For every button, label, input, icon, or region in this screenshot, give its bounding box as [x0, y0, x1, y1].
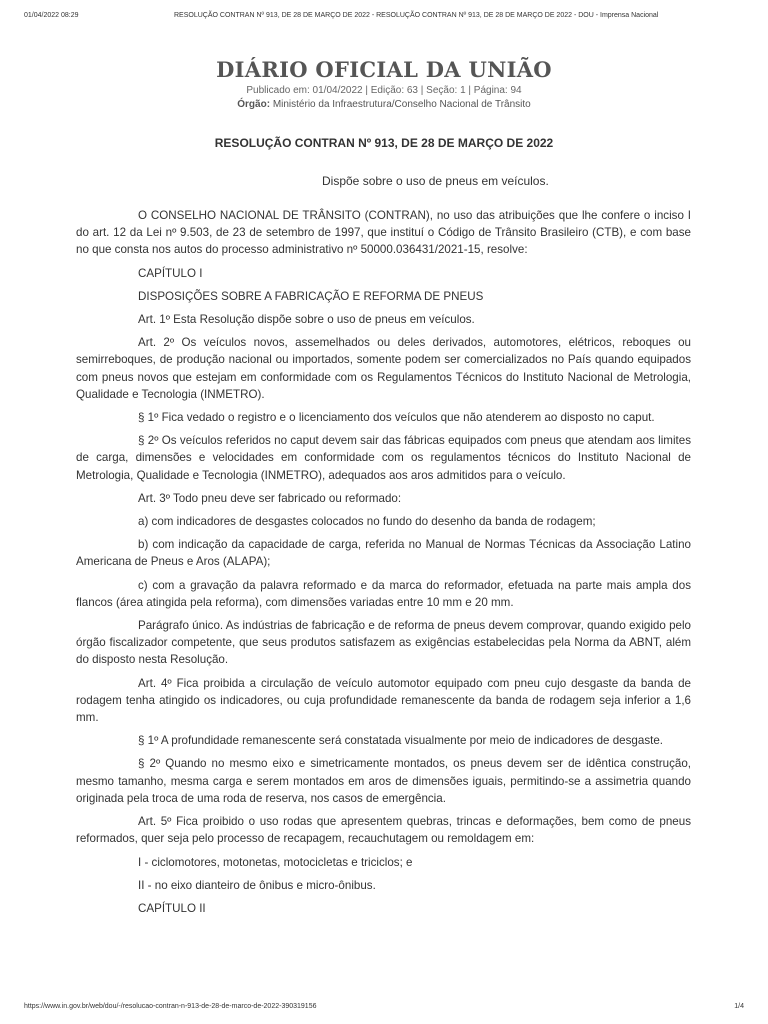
dou-title: DIÁRIO OFICIAL DA UNIÃO: [216, 57, 552, 82]
resolution-title: RESOLUÇÃO CONTRAN Nº 913, DE 28 DE MARÇO DE 2022: [214, 136, 554, 150]
article-3-item-b: b) com indicação da capacidade de carga, referida no Manual de Normas Técnicas da Associação Latino Americana de Pneus e Aros (ALAPA);: [76, 538, 691, 569]
chapter-title: DISPOSIÇÕES SOBRE A FABRICAÇÃO E REFORMA DE PNEUS: [138, 289, 484, 303]
orgao-line: [0, 98, 768, 112]
article-2: Art. 2º Os veículos novos, assemelhados ou deles derivados, automotores, elétricos, reboques ou semirreboques, de produção nacional ou importados, somente podem ser comercializados no País quando equipados com pneus novos que estejam em conformidade com os Regulamentos Técnicos do Instituto Nacional de Metrologia, Qualidade e Tecnologia (INMETRO).: [76, 336, 691, 401]
chapter-heading: CAPÍTULO I: [138, 266, 203, 280]
article-3-sole-paragraph: Parágrafo único. As indústrias de fabricação e de reforma de pneus devem comprovar, quando exigido pelo órgão fiscalizador competente, que seus produtos satisfazem as exigências estabelecidas pela Norma da ABNT, além do disposto nesta Resolução.: [76, 619, 691, 667]
orgao-name: Ministério da Infraestrutura/Conselho Nacional de Trânsito: [272, 99, 531, 110]
article-5-item-ii: II - no eixo dianteiro de ônibus e micro-ônibus.: [138, 878, 376, 892]
print-page-title: RESOLUÇÃO CONTRAN Nº 913, DE 28 DE MARÇO DE 2022 - RESOLUÇÃO CONTRAN Nº 913, DE 28 DE MARÇO DE 2022 - DOU - Imprensa Nacional: [174, 12, 659, 19]
article-2-paragraph-1: § 1º Fica vedado o registro e o licenciamento dos veículos que não atenderem ao disposto no caput.: [138, 411, 655, 425]
article-4: Art. 4º Fica proibida a circulação de veículo automotor equipado com pneu cujo desgaste da banda de rodagem tenha atingido os indicadores, ou cuja profundidade remanescente da banda de rodagem seja inferior a 1,6 mm.: [76, 676, 691, 725]
article-3-item-c: c) com a gravação da palavra reformado e da marca do reformador, efetuada na parte mais ampla dos flancos (área atingida pela reforma), com dimensões variadas entre 10 mm e 20 mm.: [76, 578, 691, 609]
page-number: 1/4: [734, 1003, 744, 1010]
article-1: Art. 1º Esta Resolução dispõe sobre o uso de pneus em veículos.: [138, 313, 475, 327]
article-5: Art. 5º Fica proibido o uso rodas que apresentem quebras, trincas e deformações, bem como de pneus reformados, quer seja pelo processo de recapagem, recauchutagem ou remoldagem em:: [76, 815, 691, 846]
masthead: [0, 57, 768, 112]
article-4-paragraph-1: § 1º A profundidade remanescente será constatada visualmente por meio de indicadores de desgaste.: [138, 734, 664, 748]
article-3-item-a: a) com indicadores de desgastes colocados no fundo do desenho da banda de rodagem;: [138, 515, 596, 529]
ementa: Dispõe sobre o uso de pneus em veículos.: [322, 174, 549, 188]
page-url: https://www.in.gov.br/web/dou/-/resolucao-contran-n-913-de-28-de-marco-de-2022-390319156: [24, 1003, 317, 1010]
chapter-heading: CAPÍTULO II: [138, 901, 206, 915]
article-4-paragraph-2: § 2º Quando no mesmo eixo e simetricamente montados, os pneus devem ser de idêntica construção, mesmo tamanho, mesma carga e serem montados em aros de dimensões iguais, permitindo-se a assimetria quando originada pela troca de uma roda de reserva, nos casos de emergência.: [76, 757, 691, 805]
print-datetime: 01/04/2022 08:29: [24, 12, 79, 19]
article-3: Art. 3º Todo pneu deve ser fabricado ou reformado:: [138, 491, 402, 505]
publication-info: Publicado em: 01/04/2022 | Edição: 63 | Seção: 1 | Página: 94: [246, 85, 522, 96]
document-body: [76, 207, 691, 923]
preamble-paragraph: O CONSELHO NACIONAL DE TRÂNSITO (CONTRAN), no uso das atribuições que lhe confere o inciso I do art. 12 da Lei nº 9.503, de 23 de setembro de 1997, que instituí o Código de Trânsito Brasileiro (CTB), e com base no que consta nos autos do processo administrativo nº 50000.036431/2021-15, resolve:: [76, 209, 691, 257]
article-2-paragraph-2: § 2º Os veículos referidos no caput devem sair das fábricas equipados com pneus que atendam aos limites de carga, dimensões e velocidades em conformidade com os regulamentos técnicos do Instituto Nacional de Metrologia, Qualidade e Tecnologia (INMETRO), adequados aos aros admitidos para o veículo.: [76, 434, 691, 482]
article-5-item-i: I - ciclomotores, motonetas, motocicletas e triciclos; e: [138, 855, 413, 869]
orgao-label: Órgão:: [237, 99, 271, 110]
